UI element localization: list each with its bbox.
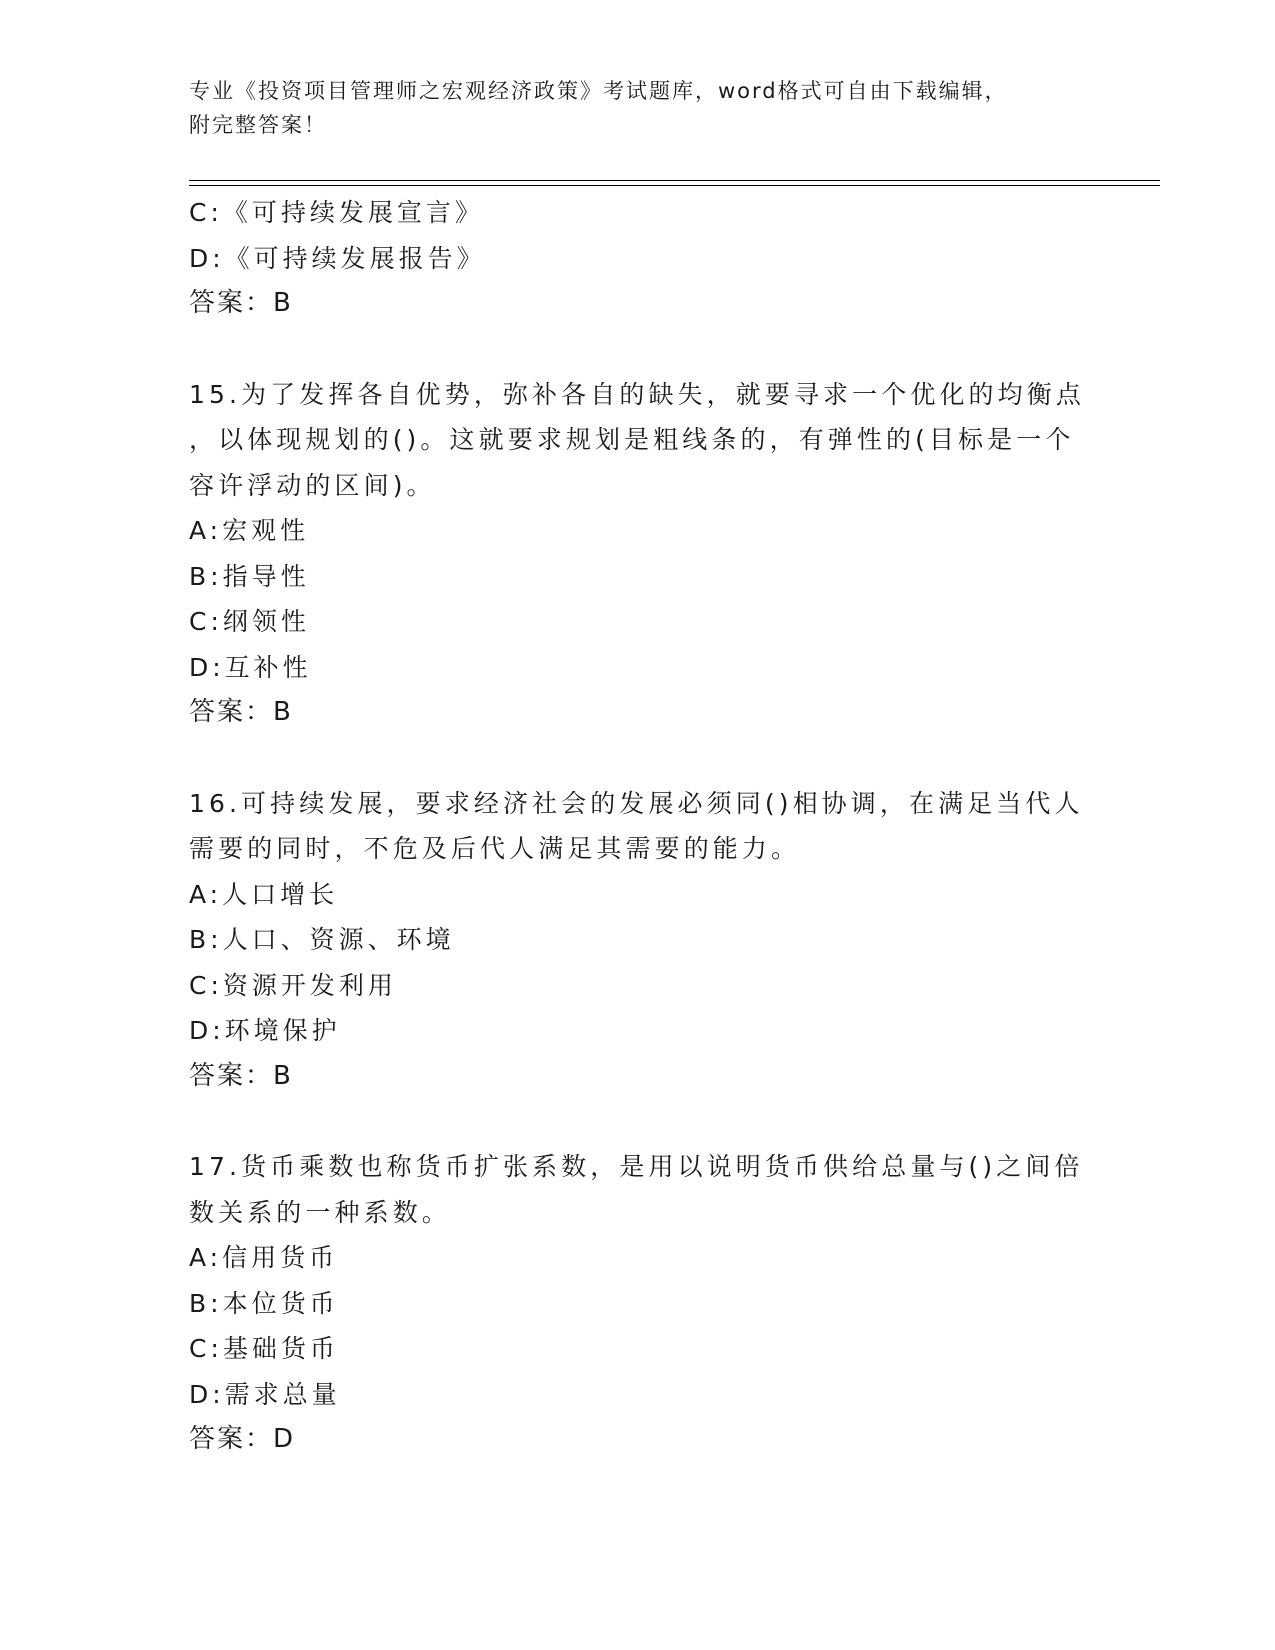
question-15 — [189, 372, 1089, 736]
option-c: C:基础货币 — [189, 1334, 339, 1363]
option-d: D:需求总量 — [189, 1379, 341, 1409]
header-intro-line-1: 专业《投资项目管理师之宏观经济政策》考试题库，word格式可自由下载编辑， — [189, 79, 1008, 103]
question-stem-line: 容许浮动的区间)。 — [189, 470, 436, 500]
option-d: D:环境保护 — [189, 1016, 341, 1045]
option-a: A:人口增长 — [189, 879, 339, 909]
answer-line: 答案：D — [189, 1424, 296, 1454]
spacer — [189, 736, 1089, 781]
question-stem-line: 15.为了发挥各自优势，弥补各自的缺失，就要寻求一个优化的均衡点 — [189, 379, 1085, 409]
option-b: B:指导性 — [189, 561, 310, 591]
option-b: B:本位货币 — [189, 1288, 339, 1318]
option-d: D:《可持续发展报告》 — [189, 243, 486, 273]
option-d: D:互补性 — [189, 652, 312, 682]
question-stem-line: 数关系的一种系数。 — [189, 1197, 451, 1227]
question-stem-line: 需要的同时，不危及后代人满足其需要的能力。 — [189, 834, 801, 863]
carryover-question — [189, 190, 1089, 327]
header-divider-top — [189, 180, 1160, 181]
option-c: C:资源开发利用 — [189, 970, 397, 1000]
header-intro-line-2: 附完整答案！ — [189, 113, 327, 137]
header-divider-bottom — [189, 185, 1160, 186]
question-stem-line: 17.货币乘数也称货币扩张系数，是用以说明货币供给总量与()之间倍 — [189, 1152, 1084, 1181]
question-17 — [189, 1144, 1089, 1463]
spacer — [189, 1099, 1089, 1144]
question-16 — [189, 781, 1089, 1100]
option-a: A:信用货币 — [189, 1243, 339, 1272]
spacer — [189, 327, 1089, 372]
option-c: C:纲领性 — [189, 607, 310, 636]
answer-line: 答案：B — [189, 288, 293, 318]
question-content — [189, 190, 1089, 1463]
answer-line: 答案：B — [189, 697, 293, 727]
document-header — [189, 74, 1069, 142]
question-stem-line: ，以体现规划的()。这就要求规划是粗线条的，有弹性的(目标是一个 — [189, 425, 1075, 454]
option-a: A:宏观性 — [189, 516, 310, 545]
question-stem-line: 16.可持续发展，要求经济社会的发展必须同()相协调，在满足当代人 — [189, 788, 1084, 818]
option-b: B:人口、资源、环境 — [189, 925, 455, 954]
option-c: C:《可持续发展宣言》 — [189, 198, 484, 227]
answer-line: 答案：B — [189, 1060, 293, 1091]
